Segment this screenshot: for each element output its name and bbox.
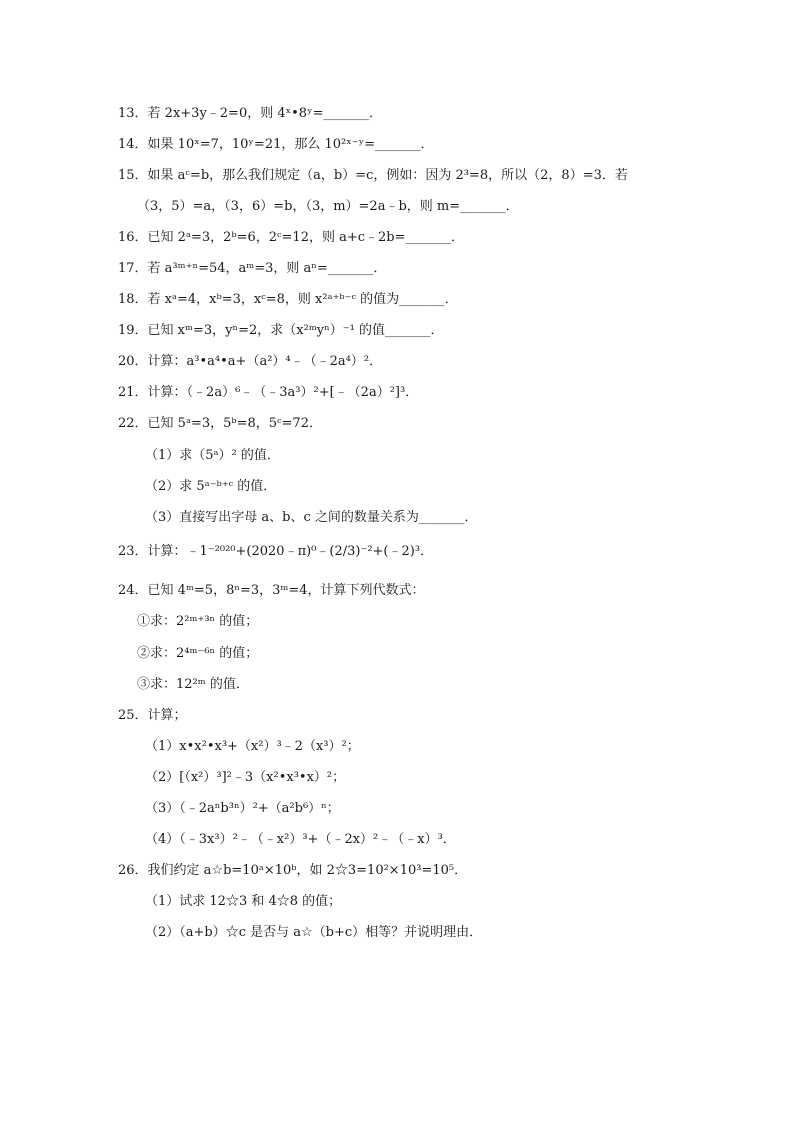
problem-22-part-1: （1）求（5ᵃ）² 的值． (145, 448, 280, 463)
problem-22-part-2: （2）求 5ᵃ⁻ᵇ⁺ᶜ 的值． (145, 479, 277, 494)
problem-23: 23．计算：﹣1⁻²⁰²⁰+(2020﹣π)⁰﹣(2/3)⁻²+(﹣2)³． (118, 544, 434, 559)
problem-15: 15．如果 aᶜ=b，那么我们规定（a，b）=c，例如：因为 2³=8，所以（2，8）=3．若 (118, 168, 628, 183)
problem-21: 21．计算：（﹣2a）⁶﹣（﹣3a³）²+[﹣（2a）²]³． (118, 385, 419, 400)
problem-25-part-3: （3）（﹣2aⁿb³ⁿ）²+（a²b⁶）ⁿ； (145, 801, 340, 816)
problem-25-part-4: （4）（﹣3x³）²﹣（﹣x²）³+（﹣2x）²﹣（﹣x）³． (145, 832, 456, 847)
problem-25-part-1: （1）x•x²•x³+（x²）³﹣2（x³）²； (145, 739, 360, 754)
problem-14: 14．如果 10ˣ=7，10ʸ=21，那么 10²ˣ⁻ʸ=_______． (118, 137, 434, 152)
problem-26-part-2: （2）（a+b）☆c 是否与 a☆（b+c）相等？并说明理由． (145, 925, 483, 940)
problem-25-part-2: （2）[（x²）³]²﹣3（x²•x³•x）²； (145, 770, 346, 785)
problem-22-part-3: （3）直接写出字母 a、b、c 之间的数量关系为_______． (145, 510, 478, 525)
problem-19: 19．已知 xᵐ=3，yⁿ=2，求（x²ᵐyⁿ）⁻¹ 的值_______． (118, 323, 444, 338)
problem-22: 22．已知 5ᵃ=3，5ᵇ=8，5ᶜ=72． (118, 416, 322, 431)
problem-24-part-2: ②求：2⁴ᵐ⁻⁶ⁿ 的值； (137, 646, 259, 661)
problem-26-part-1: （1）试求 12☆3 和 4☆8 的值； (145, 894, 342, 909)
problem-18: 18．若 xᵃ=4，xᵇ=3，xᶜ=8，则 x²ᵃ⁺ᵇ⁻ᶜ 的值为_______． (118, 292, 458, 307)
problem-17: 17．若 a³ᵐ⁺ⁿ=54，aᵐ=3，则 aⁿ=_______． (118, 261, 387, 276)
problem-26: 26．我们约定 a☆b=10ᵃ×10ᵇ，如 2☆3=10²×10³=10⁵． (118, 863, 468, 878)
problem-24: 24．已知 4ᵐ=5，8ⁿ=3，3ᵐ=4，计算下列代数式： (118, 583, 425, 598)
problem-16: 16．已知 2ᵃ=3，2ᵇ=6，2ᶜ=12，则 a+c﹣2b=_______． (118, 230, 465, 245)
problem-24-part-3: ③求：12²ᵐ 的值． (137, 677, 249, 692)
problem-15-cont: （3，5）=a，（3，6）=b，（3，m）=2a﹣b，则 m=_______． (137, 199, 519, 214)
problem-24-part-1: ①求：2²ᵐ⁺³ⁿ 的值； (137, 614, 259, 629)
problem-13: 13．若 2x+3y﹣2=0，则 4ˣ•8ʸ=_______． (118, 106, 382, 121)
problem-20: 20．计算：a³•a⁴•a+（a²）⁴﹣（﹣2a⁴）²． (118, 354, 383, 369)
problem-25: 25．计算； (118, 708, 187, 723)
